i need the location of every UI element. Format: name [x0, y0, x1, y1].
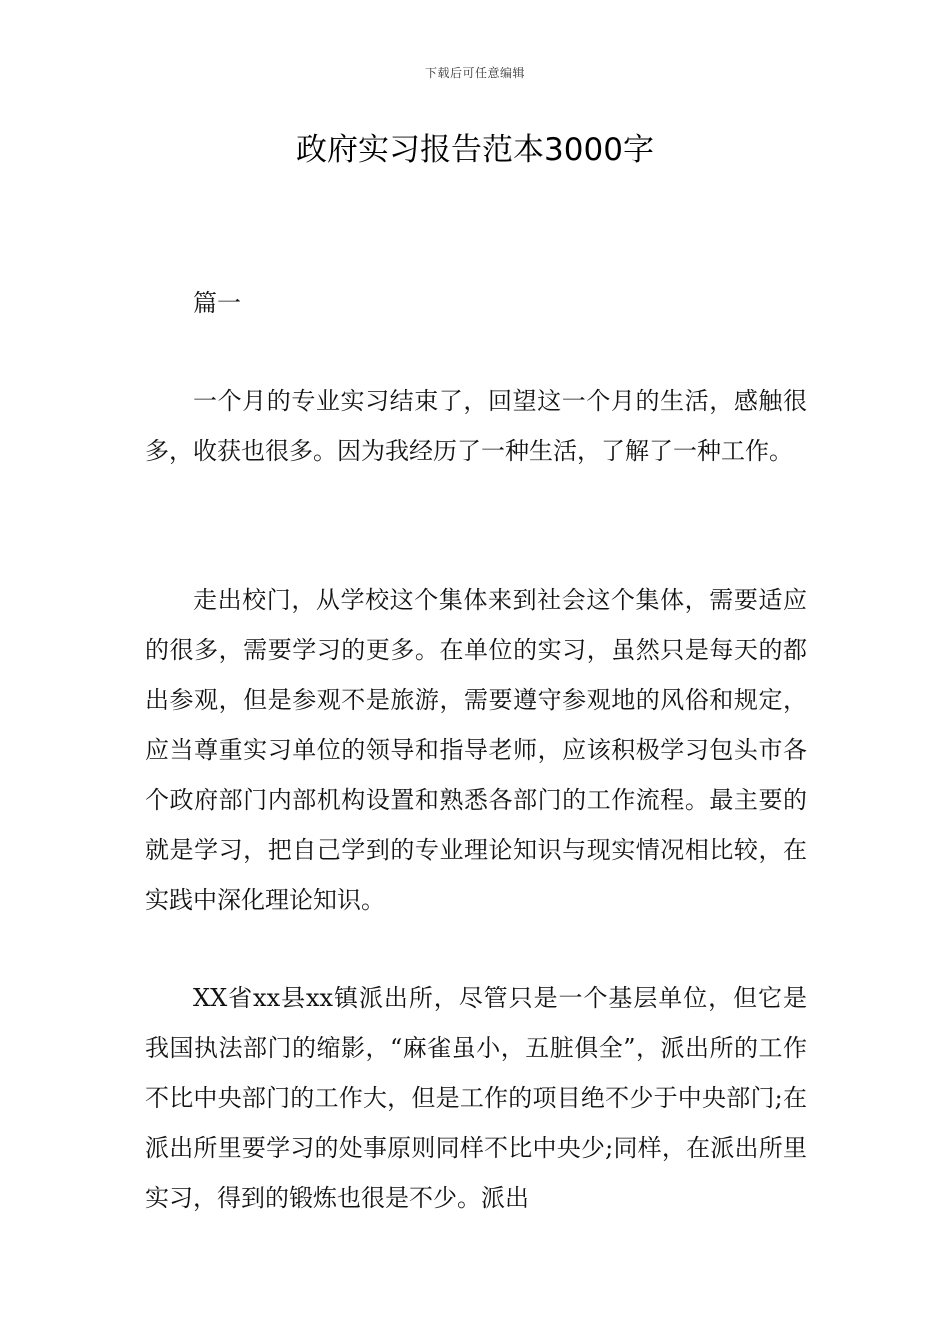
paragraph-3: XX省xx县xx镇派出所，尽管只是一个基层单位，但它是我国执法部门的缩影，“麻雀虽小，五脏俱全”，派出所的工作不比中央部门的工作大，但是工作的项目绝不少于中央部门;在派出所里要学习的处事原则同样不比中央少;同样，在派出所里实习，得到的锻炼也很是不少。派出 [145, 984, 807, 1212]
paragraph-2: 走出校门，从学校这个集体来到社会这个集体，需要适应的很多，需要学习的更多。在单位的实习，虽然只是每天的都出参观，但是参观不是旅游，需要遵守参观地的风俗和规定，应当尊重实习单位的领导和指导老师，应该积极学习包头市各个政府部门内部机构设置和熟悉各部门的工作流程。最主要的就是学习，把自己学到的专业理论知识与现实情况相比较，在实践中深化理论知识。 [145, 586, 807, 914]
page-header-note: 下载后可任意编辑 [424, 66, 525, 80]
section-label: 篇一 [193, 289, 241, 317]
document-title: 政府实习报告范本3000字 [296, 132, 654, 168]
paragraph-1: 一个月的专业实习结束了，回望这一个月的生活，感触很多，收获也很多。因为我经历了一种生活，了解了一种工作。 [145, 387, 807, 465]
